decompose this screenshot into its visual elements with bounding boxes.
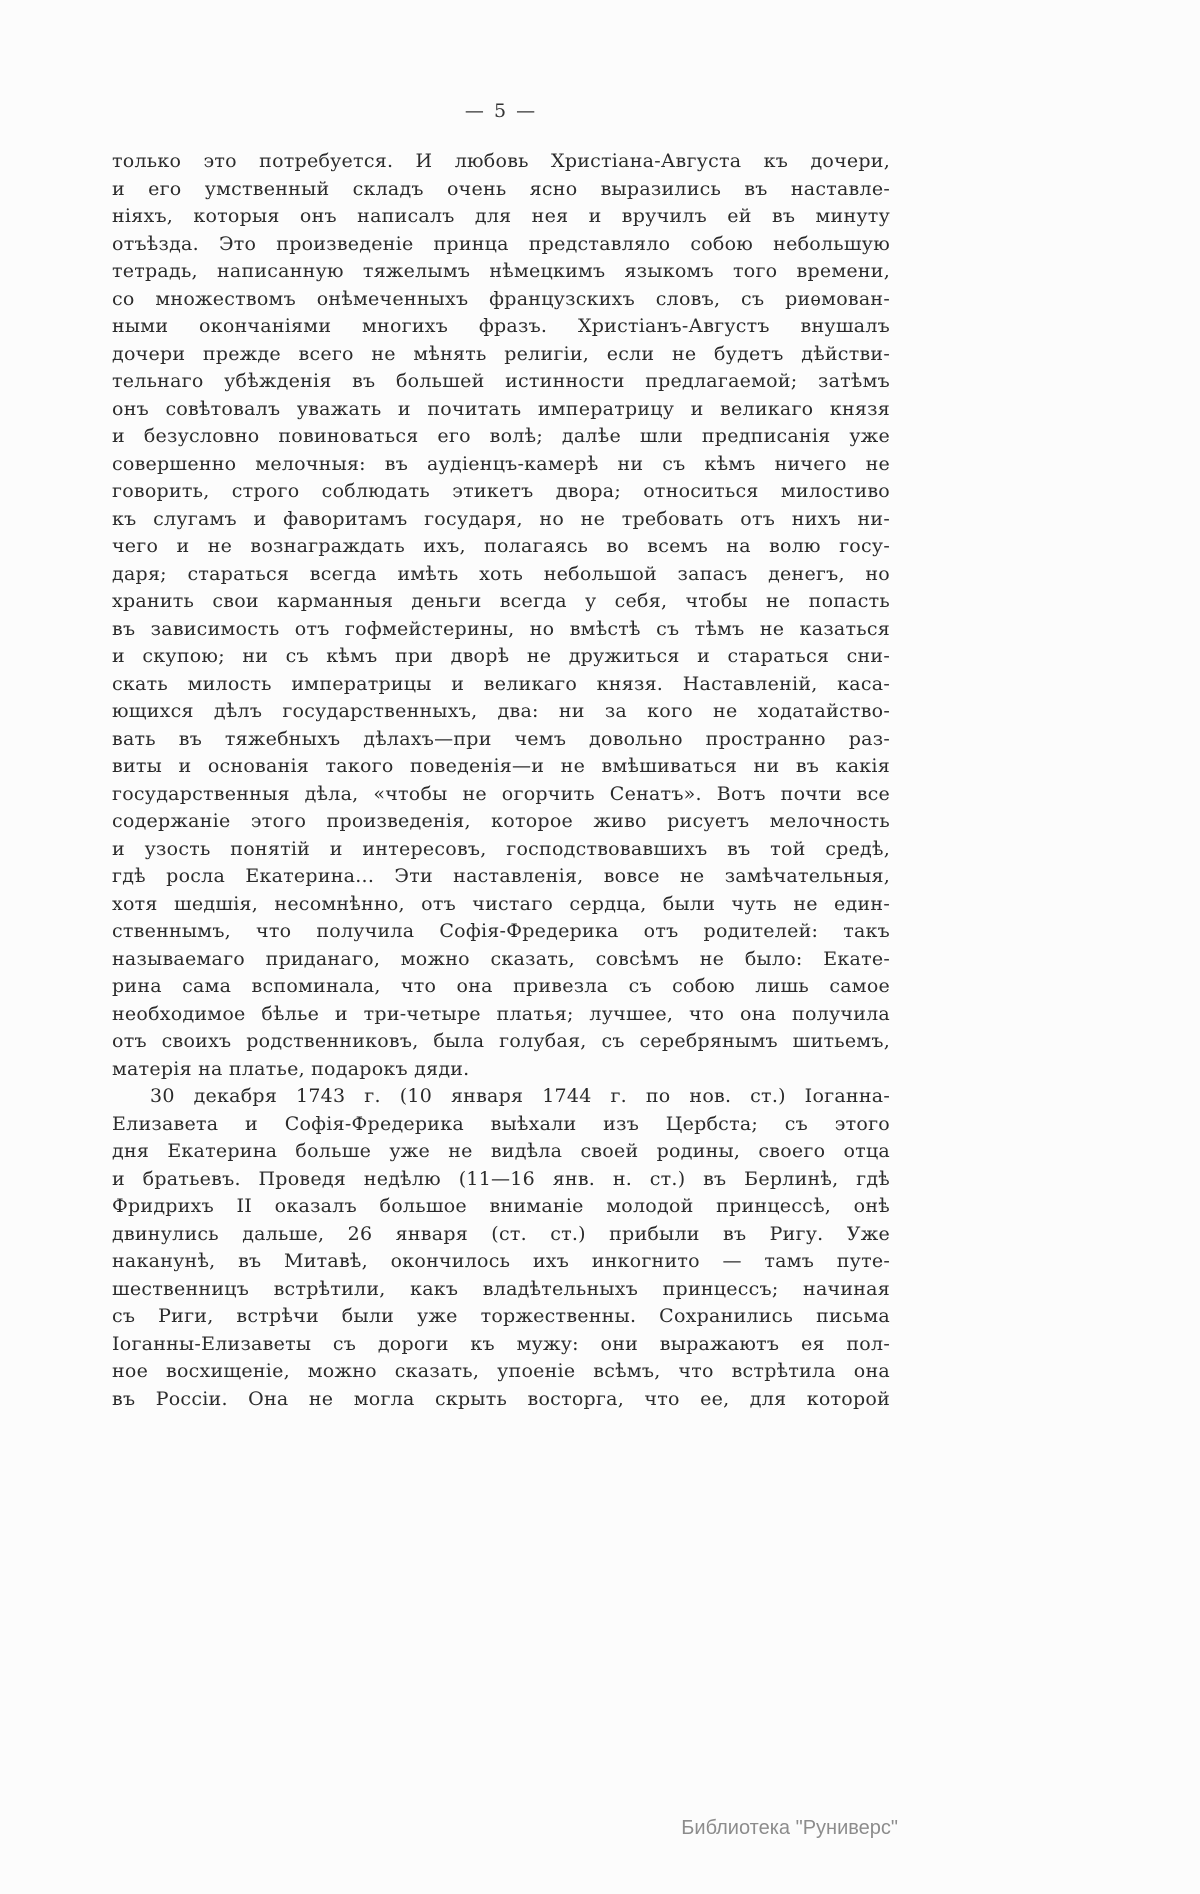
text-line: чего и не вознаграждать ихъ, полагаясь во всемъ на волю госу- [112,535,890,557]
text-line: со множествомъ онѣмеченныхъ французскихъ словъ, съ риѳмован- [112,287,890,310]
paragraph [112,1083,890,1413]
text-line: 30 декабря 1743 г. (10 января 1744 г. по нов. ст.) Іоганна- [150,1085,890,1107]
page-number: — 5 — [464,100,538,122]
text-line: и безусловно повиноваться его волѣ; далѣе шли предписанія уже [112,425,890,447]
text-line: наканунѣ, въ Митавѣ, окончилось ихъ инкогнито — тамъ путе- [112,1250,890,1272]
text-line: шественницъ встрѣтили, какъ владѣтельныхъ принцессъ; начиная [112,1277,890,1300]
text-line: виты и основанія такого поведенія—и не вмѣшиваться ни въ какія [112,755,890,777]
text-line: вать въ тяжебныхъ дѣлахъ—при чемъ довольно пространно раз- [112,727,890,750]
text-line: ное восхищеніе, можно сказать, упоеніе всѣмъ, что встрѣтила она [112,1360,890,1382]
text-line: отъѣзда. Это произведеніе принца представляло собою небольшую [112,232,890,255]
text-line: совершенно мелочныя: въ аудіенцъ-камерѣ ни съ кѣмъ ничего не [112,452,890,475]
text-line: хотя шедшія, несомнѣнно, отъ чистаго сердца, были чуть не един- [112,892,890,915]
text-line: Іоганны-Елизаветы съ дороги къ мужу: они выражаютъ ея пол- [112,1332,890,1355]
text-line: только это потребуется. И любовь Христіана-Августа къ дочери, [112,150,890,172]
text-line: дня Екатерина больше уже не видѣла своей родины, своего отца [112,1140,890,1162]
text-line: Фридрихъ II оказалъ большое вниманіе молодой принцессѣ, онѣ [112,1195,890,1217]
text-block [112,100,890,1413]
text-line: Елизавета и Софія-Фредерика выѣхали изъ Цербста; съ этого [112,1112,890,1135]
text-line: и его умственный складъ очень ясно выразились въ наставле- [112,177,890,200]
text-line: хранить свои карманныя деньги всегда у себя, чтобы не попасть [112,590,890,612]
text-line: къ слугамъ и фаворитамъ государя, но не требовать отъ нихъ ни- [112,507,890,530]
text-line: скать милость императрицы и великаго князя. Наставленій, каса- [112,672,890,695]
text-line: государственныя дѣла, «чтобы не огорчить Сенатъ». Вотъ почти все [112,782,890,805]
text-line: двинулись дальше, 26 января (ст. ст.) прибыли въ Ригу. Уже [112,1222,890,1245]
text-line: въ Россіи. Она не могла скрыть восторга, что ее, для которой [112,1387,890,1410]
text-line: съ Риги, встрѣчи были уже торжественны. Сохранились письма [112,1305,890,1327]
text-line: ными окончаніями многихъ фразъ. Христіанъ-Августъ внушалъ [112,315,890,337]
text-line: необходимое бѣлье и три-четыре платья; лучшее, что она получила [112,1002,890,1025]
text-line: отъ своихъ родственниковъ, была голубая, съ серебрянымъ шитьемъ, [112,1030,890,1052]
text-line: тельнаго убѣжденія въ большей истинности предлагаемой; затѣмъ [112,370,890,392]
text-line: и братьевъ. Проведя недѣлю (11—16 янв. н. ст.) въ Берлинѣ, гдѣ [112,1167,890,1190]
text-line: и узость понятій и интересовъ, господствовавшихъ въ той средѣ, [112,837,890,860]
text-line: рина сама вспоминала, что она привезла съ собою лишь самое [112,975,890,997]
text-line: ніяхъ, которыя онъ написалъ для нея и вручилъ ей въ минуту [112,205,890,227]
text-line: гдѣ росла Екатерина... Эти наставленія, вовсе не замѣчательныя, [112,865,890,887]
text-line: въ зависимость отъ гофмейстерины, но вмѣстѣ съ тѣмъ не казаться [112,617,890,640]
text-line: дочери прежде всего не мѣнять религіи, если не будетъ дѣйстви- [112,342,890,365]
text-line: содержаніе этого произведенія, которое живо рисуетъ мелочность [112,810,890,832]
text-line: даря; стараться всегда имѣть хоть небольшой запасъ денегъ, но [112,562,890,585]
text-line: матерія на платье, подарокъ дяди. [112,1057,470,1080]
text-line: ющихся дѣлъ государственныхъ, два: ни за кого не ходатайство- [112,700,890,722]
text-line: называемаго приданаго, можно сказать, совсѣмъ не было: Екате- [112,947,890,970]
library-watermark: Библиотека "Руниверс" [681,1817,898,1839]
text-line: ственнымъ, что получила Софія-Фредерика отъ родителей: такъ [112,920,890,942]
text-line: онъ совѣтовалъ уважать и почитать императрицу и великаго князя [112,397,890,420]
paragraph [112,148,890,1083]
text-line: и скупою; ни съ кѣмъ при дворѣ не дружиться и стараться сни- [112,645,890,667]
text-line: говорить, строго соблюдать этикетъ двора; относиться милостиво [112,480,890,502]
text-line: тетрадь, написанную тяжелымъ нѣмецкимъ языкомъ того времени, [112,260,890,282]
